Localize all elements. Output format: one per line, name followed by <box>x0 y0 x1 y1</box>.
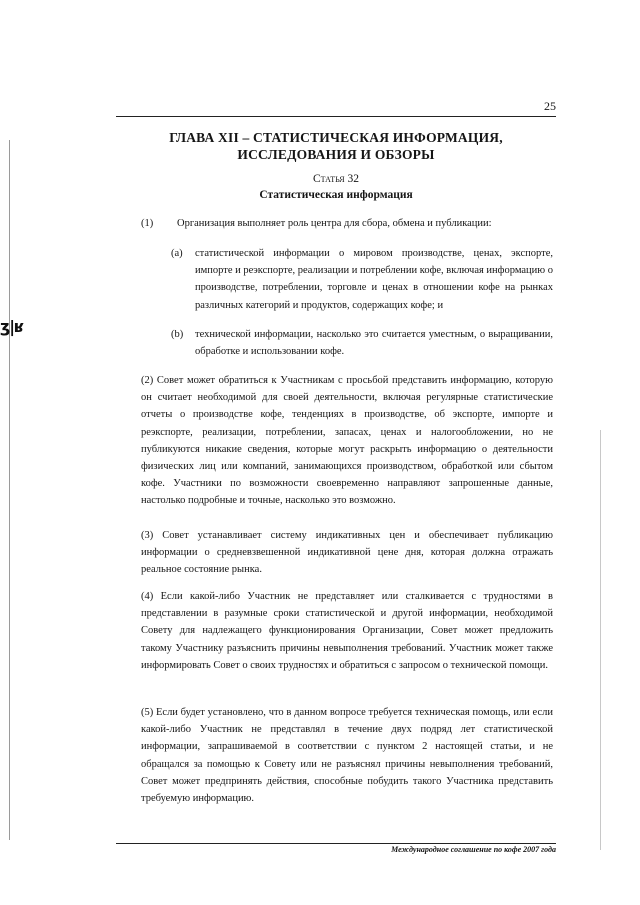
para1-number: (1) <box>141 218 154 229</box>
chapter-title-line1: ГЛАВА XII – СТАТИСТИЧЕСКАЯ ИНФОРМАЦИЯ, <box>169 130 503 145</box>
article-title: Статистическая информация <box>259 189 413 201</box>
scan-mark: ʒ|ʁ <box>0 317 24 336</box>
chapter-title <box>116 129 556 163</box>
scan-margin-line <box>9 140 10 840</box>
item-a-label: (a) <box>171 248 183 259</box>
page-number: 25 <box>544 99 556 113</box>
para3-text: (3) Совет устанавливает систему индикативных цен и обеспечивает публикацию информации о средневзвешенной индикативной цене дня, которая должна отражать реальное состояние рынка. <box>141 530 553 576</box>
chapter-title-line2: ИССЛЕДОВАНИЯ И ОБЗОРЫ <box>237 147 435 162</box>
item-b-label: (b) <box>171 329 184 340</box>
item-a-text: статистической информации о мировом производстве, ценах, экспорте, импорте и реэкспорте, реализации и потреблении кофе, включая информацию о производстве, потреблении, торговле и ценах в отношении кофе на рынках различных категорий и продуктов, содержащих кофе; и <box>195 248 554 311</box>
footer-text: Международное соглашение по кофе 2007 года <box>391 845 556 854</box>
article-number: Статья 32 <box>313 173 359 185</box>
footer-rule <box>116 843 556 844</box>
para4-text: (4) Если какой-либо Участник не представляет или сталкивается с трудностями в представлении в разумные сроки статистической и другой информации, необходимой Совету для надлежащего функционирования Организации, Совет может предложить такому Участнику разъяснить причины невыполнения требований. Участник может также информировать Совет о своих трудностях и обратиться с запросом о технической помощи. <box>141 591 553 671</box>
para1-text: Организация выполняет роль центра для сбора, обмена и публикации: <box>177 218 492 229</box>
para2-text: (2) Совет может обратиться к Участникам с просьбой представить информацию, которую он считает необходимой для своей деятельности, включая регулярные статистические отчеты о производстве кофе, тенденциях в производстве, об экспорте, импорте и реэкспорте, реализации, потреблении, запасах, ценах и налогообложении, но не публикуются никакие сведения, которые могут раскрыть информацию о деятельности физических лиц или компаний, занимающихся производством, обработкой или сбытом кофе. Участники по возможности своевременно направляют запрошенные данные, настолько подробные и точные, насколько это возможно. <box>141 375 553 507</box>
scan-margin-line-right <box>600 430 601 850</box>
item-b-text: технической информации, насколько это считается уместным, о выращивании, обработке и использовании кофе. <box>195 329 553 358</box>
header-rule <box>116 116 556 117</box>
para5-text: (5) Если будет установлено, что в данном вопросе требуется техническая помощь, или если какой-либо Участник не представлял в течение двух подряд лет статистической информации, запрашиваемой в соответствии с пунктом 2 настоящей статьи, и не обращался за помощью к Совету или не разъяснял причины невыполнения требований, Совет может предпринять действия, способные побудить такого Участника представить требуемую информацию. <box>141 707 553 805</box>
